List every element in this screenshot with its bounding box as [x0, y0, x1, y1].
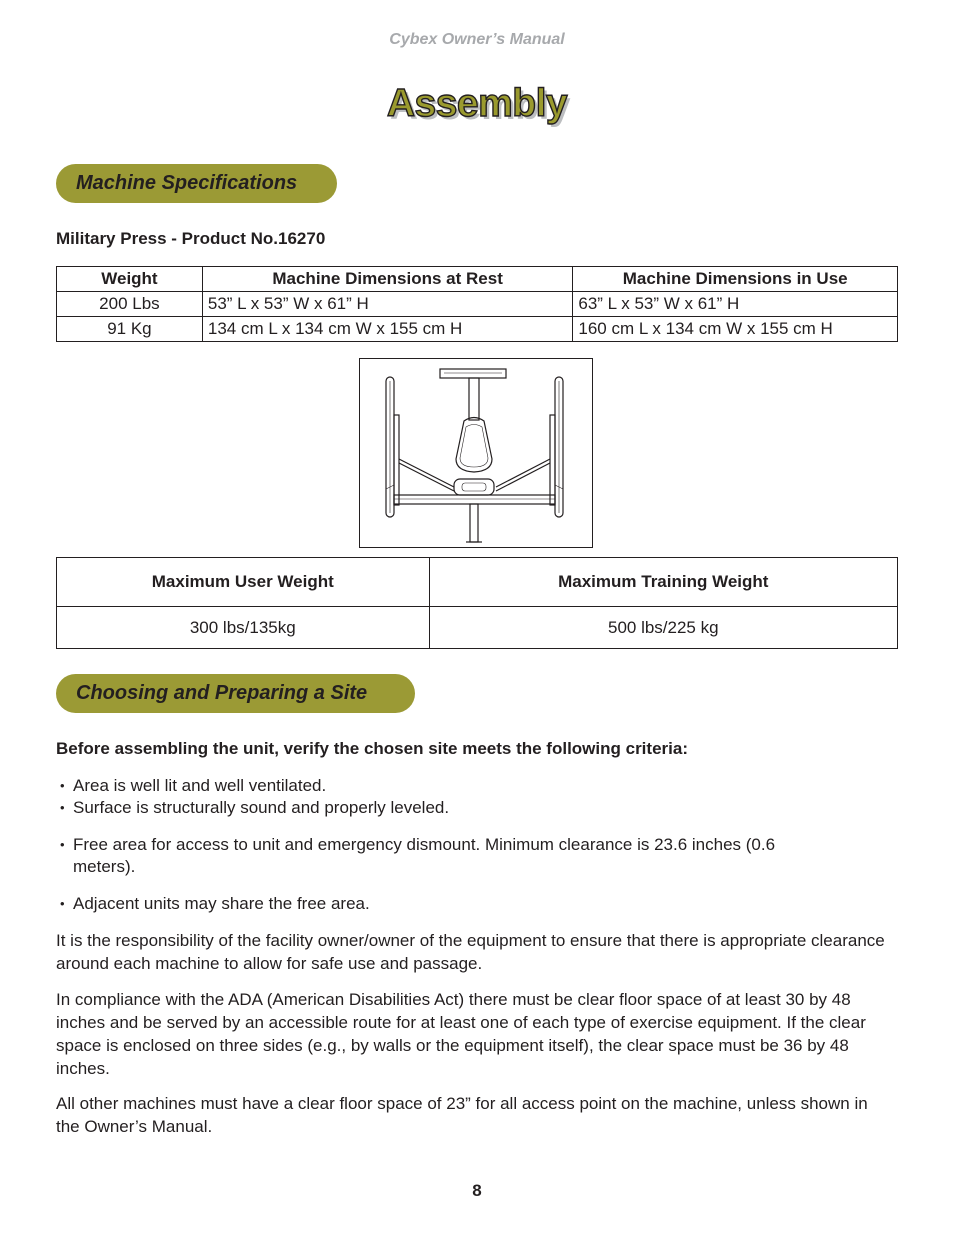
bullet-list — [56, 893, 896, 915]
table-row — [57, 292, 898, 317]
list-item-text: Free area for access to unit and emergency dismount. Minimum clearance is 23.6 inches (0.6 meters). — [73, 835, 776, 876]
machine-top-view-illustration — [359, 358, 593, 548]
bullet-icon: • — [60, 837, 65, 852]
table-header-cell: Maximum User Weight — [57, 558, 430, 607]
criteria-intro: Before assembling the unit, verify the chosen site meets the following criteria: — [56, 739, 688, 758]
bullet-list — [56, 834, 826, 878]
table-cell: 134 cm L x 134 cm W x 155 cm H — [202, 317, 573, 342]
list-item — [56, 797, 896, 819]
page-title: Assembly — [386, 82, 568, 125]
table-row — [57, 607, 898, 649]
table-row — [57, 317, 898, 342]
section-heading-machine-specifications — [56, 164, 337, 203]
list-item-text: Surface is structurally sound and properly leveled. — [73, 798, 450, 817]
list-item — [56, 893, 896, 915]
table-cell: 63” L x 53” W x 61” H — [573, 292, 898, 317]
bullet-icon: • — [60, 800, 65, 815]
table-cell: 160 cm L x 134 cm W x 155 cm H — [573, 317, 898, 342]
table-cell: 200 Lbs — [57, 292, 203, 317]
machine-drawing — [360, 359, 591, 546]
table-cell: 500 lbs/225 kg — [429, 607, 897, 649]
list-item — [56, 775, 896, 797]
table-header-row — [57, 558, 898, 607]
table-header-cell: Maximum Training Weight — [429, 558, 897, 607]
running-head: Cybex Owner’s Manual — [389, 31, 565, 48]
bullet-icon: • — [60, 896, 65, 911]
table-header-row — [57, 267, 898, 292]
section-heading-choosing-site — [56, 674, 415, 713]
table-cell: 91 Kg — [57, 317, 203, 342]
dimensions-table — [56, 266, 898, 342]
page-number: 8 — [472, 1181, 482, 1200]
table-cell: 53” L x 53” W x 61” H — [202, 292, 573, 317]
table-header-cell: Weight — [57, 267, 203, 292]
table-cell: 300 lbs/135kg — [57, 607, 430, 649]
list-item-text: Area is well lit and well ventilated. — [73, 776, 327, 795]
product-heading: Military Press - Product No.16270 — [56, 229, 326, 248]
paragraph: It is the responsibility of the facility owner/owner of the equipment to ensure that there is appropriate clearance around each machine to allow for safe use and passage. — [56, 931, 885, 973]
bullet-icon: • — [60, 778, 65, 793]
list-item — [56, 834, 826, 878]
bullet-list — [56, 775, 896, 819]
max-weight-table — [56, 557, 898, 649]
paragraph: All other machines must have a clear floor space of 23” for all access point on the machine, unless shown in the Owner’s Manual. — [56, 1094, 868, 1136]
paragraph: In compliance with the ADA (American Disabilities Act) there must be clear floor space of at least 30 by 48 inches and be served by an accessible route for at least one of each type of exercise equipment. If the clear space is enclosed on three sides (e.g., by walls or the equipment itself), the clear space must be 36 by 48 inches. — [56, 990, 866, 1078]
list-item-text: Adjacent units may share the free area. — [73, 894, 370, 913]
table-header-cell: Machine Dimensions at Rest — [202, 267, 573, 292]
section-heading-label: Choosing and Preparing a Site — [76, 682, 368, 704]
table-header-cell: Machine Dimensions in Use — [573, 267, 898, 292]
section-heading-label: Machine Specifications — [76, 172, 298, 194]
